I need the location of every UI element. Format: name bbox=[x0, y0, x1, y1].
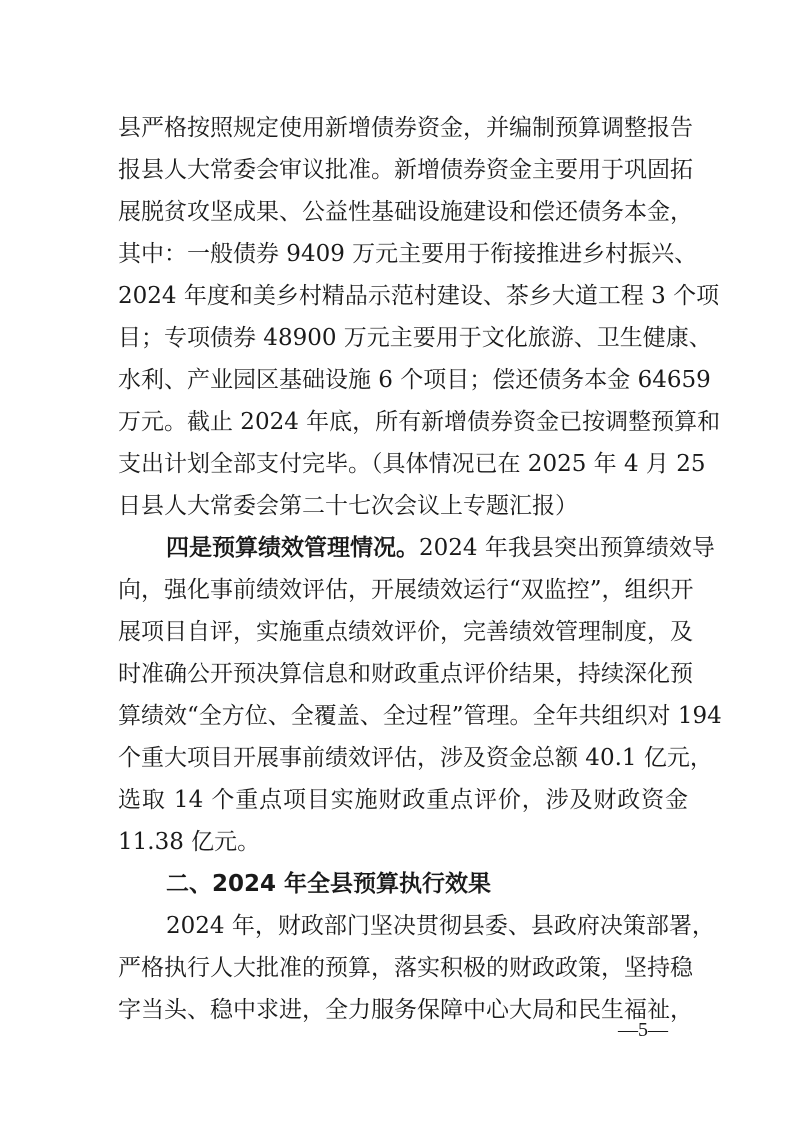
paragraph-line: 水利、产业园区基础设施 6 个项目；偿还债务本金 64659 bbox=[118, 367, 711, 393]
paragraph-line: 严格执行人大批准的预算，落实积极的财政政策，坚持稳 bbox=[118, 955, 693, 981]
paragraph-line: 目；专项债券 48900 万元主要用于文化旅游、卫生健康、 bbox=[118, 325, 712, 351]
paragraph-first-line-text: 2024 年我县突出预算绩效导 bbox=[419, 535, 715, 561]
paragraph-line: 其中：一般债券 9409 万元主要用于衔接推进乡村振兴、 bbox=[118, 241, 698, 267]
paragraph-line: 向，强化事前绩效评估，开展绩效运行“双监控”，组织开 bbox=[118, 577, 694, 603]
paragraph-lead-heading: 四是预算绩效管理情况。 bbox=[166, 535, 419, 561]
paragraph-line: 11.38 亿元。 bbox=[118, 829, 261, 855]
paragraph-line: 字当头、稳中求进，全力服务保障中心大局和民生福祉， bbox=[118, 997, 693, 1023]
paragraph-line: 日县人大常委会第二十七次会议上专题汇报） bbox=[118, 493, 578, 519]
paragraph-line: 2024 年度和美乡村精品示范村建设、茶乡大道工程 3 个项 bbox=[118, 283, 720, 309]
paragraph-line: 算绩效“全方位、全覆盖、全过程”管理。全年共组织对 194 bbox=[118, 703, 722, 729]
page-number: —5— bbox=[618, 1019, 668, 1041]
paragraph-first-line: 2024 年，财政部门坚决贯彻县委、县政府决策部署， bbox=[166, 913, 715, 939]
paragraph-line: 时准确公开预决算信息和财政重点评价结果，持续深化预 bbox=[118, 661, 693, 687]
paragraph-line: 个重大项目开展事前绩效评估，涉及资金总额 40.1 亿元， bbox=[118, 745, 713, 771]
section-heading: 二、2024 年全县预算执行效果 bbox=[166, 871, 492, 897]
paragraph-line: 展项目自评，实施重点绩效评价，完善绩效管理制度，及 bbox=[118, 619, 693, 645]
paragraph-first-line bbox=[166, 533, 715, 563]
paragraph-line: 报县人大常委会审议批准。新增债券资金主要用于巩固拓 bbox=[118, 157, 693, 183]
paragraph-line: 万元。截止 2024 年底，所有新增债券资金已按调整预算和 bbox=[118, 409, 721, 435]
paragraph-line: 展脱贫攻坚成果、公益性基础设施建设和偿还债务本金， bbox=[118, 199, 693, 225]
paragraph-line: 选取 14 个重点项目实施财政重点评价，涉及财政资金 bbox=[118, 787, 688, 813]
paragraph-line: 支出计划全部支付完毕。（具体情况已在 2025 年 4 月 25 bbox=[118, 451, 706, 477]
paragraph-line: 县严格按照规定使用新增债券资金，并编制预算调整报告 bbox=[118, 115, 693, 141]
